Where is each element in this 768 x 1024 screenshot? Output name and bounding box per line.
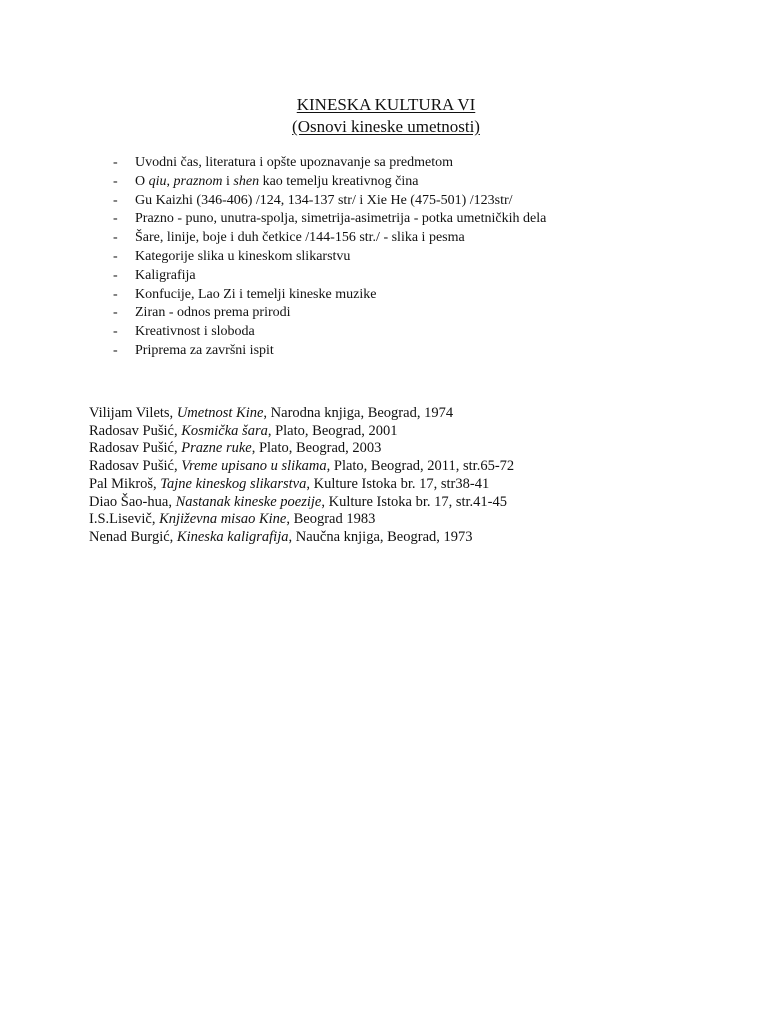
bullet-dash: -	[113, 286, 118, 302]
bullet-dash: -	[113, 267, 118, 283]
reference-title: Kineska kaligrafija	[176, 528, 289, 545]
bullet-dash: -	[113, 230, 118, 246]
reference-author: Diao Šao-hua,	[89, 493, 176, 510]
topic-item	[113, 304, 546, 323]
topic-item	[113, 342, 546, 361]
reference-author: Pal Mikroš,	[89, 475, 161, 492]
reference-item	[89, 511, 514, 529]
reference-item	[89, 494, 514, 512]
reference-details: , Plato, Beograd, 2003	[251, 440, 382, 457]
reference-title: Prazne ruke	[181, 440, 252, 457]
topic-item	[113, 229, 546, 248]
topic-item	[113, 323, 546, 342]
topic-text: Prazno - puno, unutra-spolja, simetrija-asimetrija - potka umetničkih dela	[135, 211, 547, 227]
document-title: KINESKA KULTURA VI	[296, 95, 476, 114]
reference-author: Radosav Pušić,	[89, 440, 182, 457]
topic-text: Kategorije slika u kineskom slikarstvu	[135, 248, 351, 264]
topic-item	[113, 267, 546, 286]
reference-details: , Kulture Istoka br. 17, str38-41	[306, 475, 490, 492]
topic-item	[113, 286, 546, 305]
reference-author: Nenad Burgić,	[89, 528, 177, 545]
topic-text: Uvodni čas, literatura i opšte upoznavanje sa predmetom	[135, 155, 454, 170]
reference-author: Vilijam Vilets,	[89, 405, 177, 421]
reference-details: , Plato, Beograd, 2011, str.65-72	[326, 458, 515, 475]
bullet-dash: -	[113, 342, 118, 358]
topic-text: Kreativnost i sloboda	[135, 324, 255, 340]
topic-item	[113, 192, 546, 211]
bullet-dash: -	[113, 192, 118, 208]
reference-details: , Naučna knjiga, Beograd, 1973	[288, 528, 473, 545]
document-subtitle: (Osnovi kineske umetnosti)	[292, 117, 480, 136]
reference-item	[89, 476, 514, 494]
reference-details: , Narodna knjiga, Beograd, 1974	[263, 405, 454, 421]
topic-text: Šare, linije, boje i duh četkice /144-156 str./ - slika i pesma	[135, 230, 465, 246]
topic-term: qiu	[148, 173, 167, 189]
reference-author: I.S.Lisevič,	[89, 511, 160, 528]
bullet-dash: -	[113, 211, 118, 227]
title-block	[0, 94, 768, 138]
reference-title: Tajne kineskog slikarstva	[160, 475, 307, 492]
topic-text: ,	[166, 173, 174, 189]
topic-term: praznom	[173, 173, 223, 189]
bullet-dash: -	[113, 324, 118, 340]
topic-text: Ziran - odnos prema prirodi	[135, 305, 291, 321]
topic-term: shen	[233, 173, 260, 189]
reference-title: Kosmička šara	[181, 422, 268, 439]
reference-details: , Kulture Istoka br. 17, str.41-45	[321, 493, 508, 510]
reference-title: Književna misao Kine	[159, 511, 287, 528]
reference-list	[89, 405, 514, 547]
topic-text: i	[222, 173, 234, 189]
reference-title: Nastanak kineske poezije	[175, 493, 322, 510]
topic-item	[113, 173, 546, 192]
reference-title: Vreme upisano u slikama	[181, 458, 327, 475]
reference-author: Radosav Pušić,	[89, 422, 182, 439]
topic-text: Konfucije, Lao Zi i temelji kineske muzike	[135, 286, 377, 302]
reference-item	[89, 405, 514, 423]
bullet-dash: -	[113, 155, 118, 170]
topic-text: Kaligrafija	[135, 267, 196, 283]
reference-item	[89, 458, 514, 476]
bullet-dash: -	[113, 248, 118, 264]
reference-details: , Plato, Beograd, 2001	[267, 422, 398, 439]
bullet-dash: -	[113, 173, 118, 189]
reference-item	[89, 529, 514, 547]
topic-item	[113, 154, 546, 173]
bullet-dash: -	[113, 305, 118, 321]
reference-item	[89, 423, 514, 441]
topic-list	[113, 154, 546, 361]
reference-details: , Beograd 1983	[286, 511, 376, 528]
topic-text: O	[135, 173, 149, 189]
reference-item	[89, 440, 514, 458]
topic-text: Gu Kaizhi (346-406) /124, 134-137 str/ i Xie He (475-501) /123str/	[135, 192, 513, 208]
reference-author: Radosav Pušić,	[89, 458, 182, 475]
topic-item	[113, 248, 546, 267]
topic-text: Priprema za završni ispit	[135, 342, 274, 358]
topic-item	[113, 210, 546, 229]
reference-title: Umetnost Kine	[176, 405, 264, 421]
topic-text: kao temelju kreativnog čina	[259, 173, 419, 189]
